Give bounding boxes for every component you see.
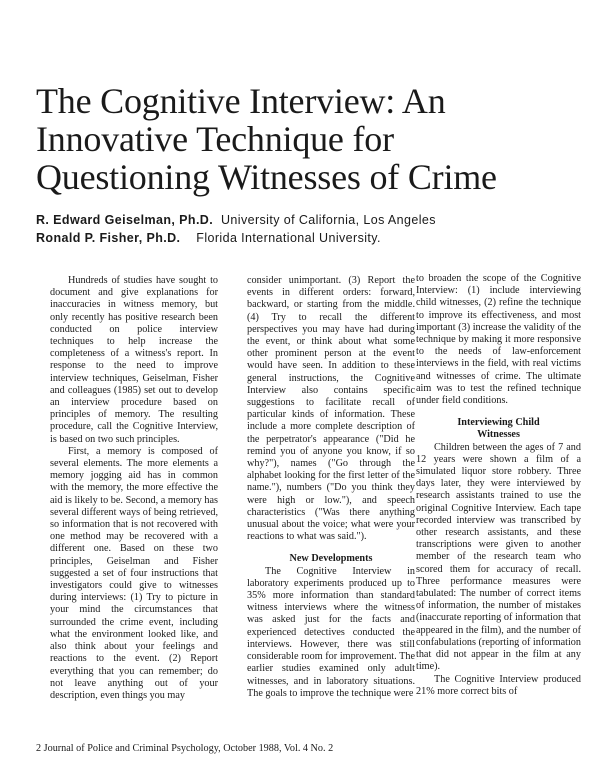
paragraph: Hundreds of studies have sought to document and give explanations for inaccuracies in witness memory, but only recently has positive research been conducted on police interview techniques to help increase the completeness of a witness's report. In response to the need to improve interview techniques, Geiselman, Fisher and colleagues (1985) set out to develop an interview procedure based on principles of memory. The resulting procedure, call the Cognitive Interview, is based on two such principles. <box>50 275 218 445</box>
paragraph: Children between the ages of 7 and 12 years were shown a film of a simulated liquor store robbery. Three days later, they were interviewed by research assistants trained to use the original Cognitive Interview. Each tape recorded interview was transcribed by other research assistants, and these transcriptions were given to another member of the research team who scored them for accuracy of recall. Three performance measures were tabulated: The number of correct items of information, the number of mistakes (inaccurate reporting of information that appeared in the film), and the number of confabulations (reporting of information that did not appear in the film at any time). <box>416 441 581 673</box>
author-1-name: R. Edward Geiselman, Ph.D. <box>36 213 214 227</box>
article-title <box>36 82 576 196</box>
author-2 <box>36 229 596 247</box>
body-column-1 <box>50 275 218 702</box>
section-heading-new-developments: New Developments <box>289 553 373 565</box>
title-line-1: The Cognitive Interview: An <box>36 81 446 121</box>
author-1 <box>36 211 596 229</box>
title-line-2: Innovative Technique for <box>36 119 394 159</box>
paragraph: First, a memory is composed of several elements. The more elements a memory jogging aid has in common with the memory, the more effective the aid is likely to be. Second, a memory has several different ways of being retrieved, so information that is not recovered with one method may be recovered with a different one. Based on these two principles, Geiselman and Fisher suggested a set of four instructions that investigators could give to witnesses during interviews: (1) Try to picture in your mind the circumstances that surrounded the crime event, including what the environment looked like, and also think about your feelings and reactions to the event. (2) Report everything that you can remember; do not leave anything out of your description, even things you may <box>50 445 218 701</box>
body-column-2 <box>247 275 415 700</box>
author-2-affiliation: Florida International University. <box>196 231 381 245</box>
author-1-affiliation: University of California, Los Angeles <box>221 213 436 227</box>
page-footer: 2 Journal of Police and Criminal Psychology, October 1988, Vol. 4 No. 2 <box>36 743 334 754</box>
paragraph: consider unimportant. (3) Report the events in different orders: forward, backward, or starting from the middle. (4) Try to recall the different perspectives you may have had during the event, or think about what some other prominent person at the event would have seen. In addition to these general instructions, the Cognitive Interview also contains specific suggestions to facilitate recall of particular kinds of information. These include a more complete description of the perpetrator's appearance ("Did he remind you of anyone you know, if so why?"), names ("Go through the alphabet looking for the first letter of the name."), numbers ("Do you think they were high or low."), and speech characteristics ("Was there anything unusual about the voice; what were your reactions to what was said."). <box>247 275 415 543</box>
author-block <box>36 211 596 247</box>
author-2-name: Ronald P. Fisher, Ph.D. <box>36 231 181 245</box>
paragraph: The Cognitive Interview in laboratory experiments produced up to 35% more information than standard witness interviews where the witness was asked just for the facts and experienced detectives conducted the interviews. However, there was still considerable room for improvement. The earlier studies examined only adult witnesses, and in laboratory situations. The goals to improve the technique were <box>247 565 415 699</box>
body-column-3 <box>416 273 581 698</box>
title-line-3: Questioning Witnesses of Crime <box>36 157 497 197</box>
section-heading-interviewing-child-witnesses: Interviewing Child <box>457 417 540 429</box>
paragraph: The Cognitive Interview produced 21% more correct bits of <box>416 673 581 697</box>
section-heading-interviewing-child-witnesses-line-2: Witnesses <box>477 429 520 441</box>
paragraph: to broaden the scope of the Cognitive Interview: (1) include interviewing child witnesses, (2) refine the technique to improve its effectiveness, and most important (3) increase the validity of the technique by making it more responsive to the needs of law-enforcement interviews in the field, with real victims and witnesses of crime. The ultimate aim was to test the refined technique under field conditions. <box>416 273 581 407</box>
